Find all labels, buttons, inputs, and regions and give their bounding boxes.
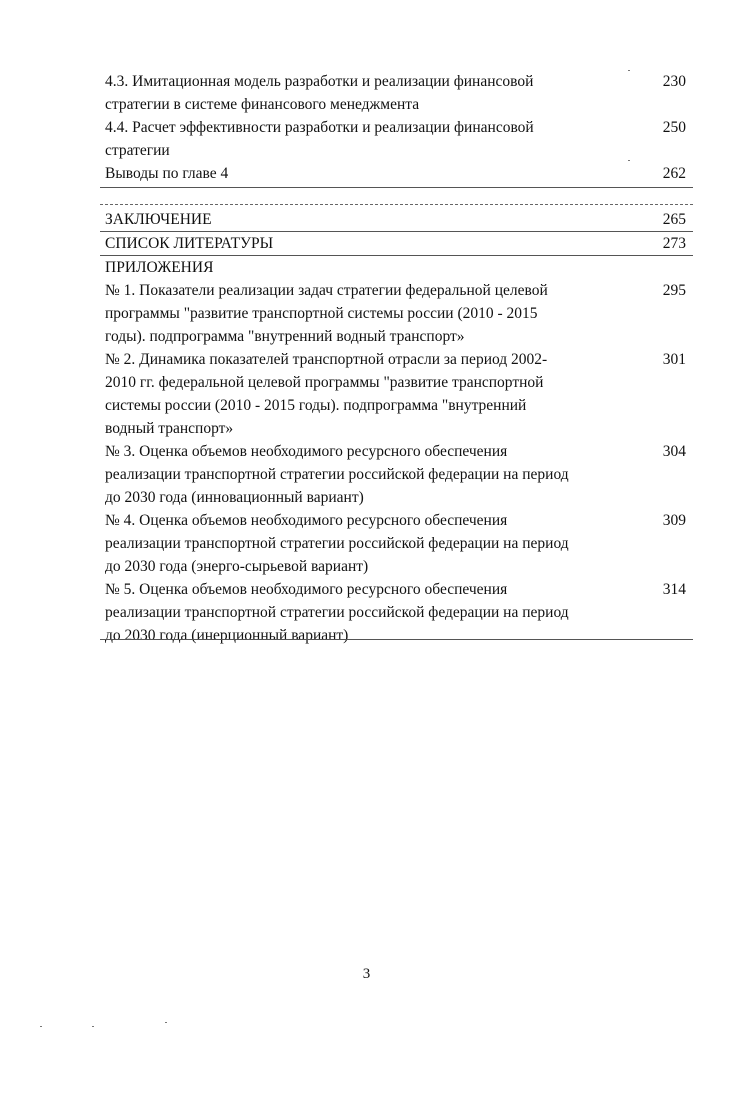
scan-speck — [92, 1026, 94, 1027]
toc-entry-page: 265 — [662, 211, 686, 228]
toc-conclusion-section — [100, 208, 693, 231]
divider-line — [100, 187, 693, 188]
toc-entry-title: 4.3. Имитационная модель разработки и реализации финансовой стратегии в системе финансового менеджмента — [105, 73, 534, 113]
toc-entry-title: № 2. Динамика показателей транспортной отрасли за период 2002- 2010 гг. федеральной целевой программы "развитие транспортной системы россии (2010 - 2015 годы). подпрограмма "внутренний водный транспорт» — [105, 351, 548, 437]
toc-entry-title: СПИСОК ЛИТЕРАТУРЫ — [105, 235, 274, 252]
divider-line — [100, 204, 693, 205]
toc-entry-page: 301 — [662, 351, 686, 368]
toc-entry-4-4 — [100, 116, 693, 162]
toc-appendix-4 — [100, 509, 693, 578]
toc-appendix-1 — [100, 279, 693, 348]
toc-appendix-2 — [100, 348, 693, 440]
toc-entry-conclusion — [100, 208, 693, 231]
toc-appendices-heading — [100, 256, 693, 279]
scan-speck — [40, 1026, 42, 1027]
toc-entry-title: 4.4. Расчет эффективности разработки и реализации финансовой стратегии — [105, 119, 534, 159]
toc-entry-page: 250 — [662, 119, 686, 136]
toc-appendices-section — [100, 256, 693, 647]
toc-entry-title: № 1. Показатели реализации задач стратегии федеральной целевой программы "развитие транспортной системы россии (2010 - 2015 годы). подпрограмма "внутренний водный транспорт» — [105, 282, 548, 345]
toc-appendix-5 — [100, 578, 693, 647]
scan-speck — [165, 1022, 167, 1023]
toc-entry-page: 230 — [662, 73, 686, 90]
toc-entry-title: № 5. Оценка объемов необходимого ресурсного обеспечения реализации транспортной стратегии российской федерации на период до 2030 года (инерционный вариант) — [105, 581, 569, 644]
scan-speck — [628, 70, 630, 71]
page-number: 3 — [362, 966, 371, 982]
toc-entry-title: № 3. Оценка объемов необходимого ресурсного обеспечения реализации транспортной стратегии российской федерации на период до 2030 года (инновационный вариант) — [105, 443, 569, 506]
toc-references-section — [100, 232, 693, 255]
toc-appendix-3 — [100, 440, 693, 509]
toc-top-section — [100, 70, 693, 185]
divider-line — [100, 639, 693, 640]
toc-entry-title: № 4. Оценка объемов необходимого ресурсного обеспечения реализации транспортной стратегии российской федерации на период до 2030 года (энерго-сырьевой вариант) — [105, 512, 569, 575]
scan-speck — [628, 160, 630, 161]
toc-entry-references — [100, 232, 693, 255]
toc-entry-page: 314 — [662, 581, 686, 598]
toc-entry-4-3 — [100, 70, 693, 116]
toc-entry-title: ЗАКЛЮЧЕНИЕ — [105, 211, 212, 228]
toc-entry-page: 304 — [662, 443, 686, 460]
toc-entry-page: 262 — [662, 165, 686, 182]
toc-entry-title: Выводы по главе 4 — [105, 165, 229, 182]
toc-entry-chapter4-conclusions — [100, 162, 693, 185]
toc-entry-page: 273 — [662, 235, 686, 252]
toc-entry-title: ПРИЛОЖЕНИЯ — [105, 259, 214, 276]
toc-entry-page: 295 — [662, 282, 686, 299]
toc-entry-page: 309 — [662, 512, 686, 529]
